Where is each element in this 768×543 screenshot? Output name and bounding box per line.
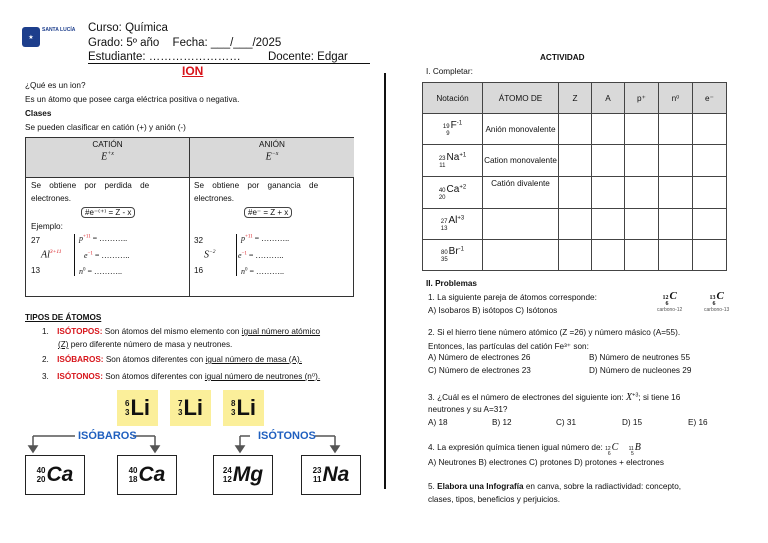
mass-number: 40 [36, 466, 46, 475]
atomo-cell[interactable] [483, 209, 559, 240]
tipo-isobaros [42, 355, 302, 364]
element-symbol: Br [448, 246, 459, 257]
clases-title: Clases [25, 109, 52, 118]
mass-number: 24 [222, 466, 232, 475]
table-row [423, 177, 727, 209]
anion-e-line [238, 251, 283, 260]
atomo-cell: Cation monovalente [483, 145, 559, 177]
isobar-boxes [25, 455, 177, 495]
notation-cell [423, 145, 483, 177]
mass-number: 40 [438, 187, 446, 194]
n-cell[interactable] [659, 209, 693, 240]
element-symbol: Mg [232, 463, 264, 486]
e-symbol: e [238, 251, 242, 260]
mass-number: 19 [442, 124, 450, 130]
carbon-12 [657, 290, 682, 313]
mass-number: 80 [440, 250, 448, 256]
lithium-isotopes [117, 390, 264, 426]
mass-number: 6 [124, 399, 130, 408]
atomic-number: 12 [222, 475, 232, 484]
p-cell[interactable] [625, 145, 659, 177]
cation-symbol [41, 249, 61, 260]
cation-symbol-charge: 3+11 [49, 249, 62, 255]
e-sup: −1 [241, 251, 247, 257]
p-cell[interactable] [625, 177, 659, 209]
cation-p-line [79, 234, 127, 243]
c13-numbers [709, 295, 715, 307]
a-cell[interactable] [592, 177, 625, 209]
col-e: e⁻ [693, 83, 727, 114]
problem-4-options: A) Neutrones B) electrones C) protones D) protones + electrones [428, 458, 664, 467]
isotonos-label: ISÓTONOS [258, 430, 316, 442]
carbon-13 [704, 290, 729, 313]
atomo-cell[interactable] [483, 240, 559, 271]
p-symbol: p [241, 234, 245, 243]
cation-formula-symbol: E [101, 151, 108, 163]
atomic-number: 18 [128, 475, 138, 484]
e-sup: −1 [87, 251, 93, 257]
isotope-box [117, 390, 158, 426]
col-p: p⁺ [625, 83, 659, 114]
cation-title: CATIÓN [92, 140, 123, 149]
tipo-text: Son átomos diferentes con [105, 372, 203, 381]
element-charge: -1 [458, 246, 465, 253]
mass-number: 23 [312, 466, 322, 475]
completion-table [422, 82, 727, 271]
atomic-number: 6 [607, 451, 611, 457]
c12-numbers [662, 295, 668, 307]
tipo-isotopos-line2 [58, 340, 232, 349]
anion-formula [190, 151, 354, 162]
problem-5-question [428, 482, 681, 491]
tipo-text: Son átomos del mismo elemento con [104, 327, 240, 336]
atomic-number: 20 [36, 475, 46, 484]
table-header-row [423, 83, 727, 114]
isotone-box [301, 455, 361, 495]
n-cell[interactable] [659, 240, 693, 271]
anion-desc-text: Se obtiene por ganancia de [194, 181, 319, 190]
tipo-name: ISÓTONOS: [57, 372, 103, 381]
actividad-title: ACTIVIDAD [540, 53, 585, 62]
isotone-box [213, 455, 273, 495]
cation-electron-formula: #e⁻⁽⁺⁾ = Z - x [81, 207, 135, 218]
element-charge: +1 [459, 151, 467, 158]
atomic-number: 9 [446, 131, 450, 137]
problem-3-ion-charge: +3 [632, 392, 639, 399]
table-middle-line [189, 138, 190, 297]
problem-5-text: en canva, sobre la radiactividad: concepto, [525, 482, 682, 491]
element-symbol: C [669, 290, 677, 302]
anion-electron-formula: #e⁻ = Z + x [244, 207, 292, 218]
date-text: Fecha: ___/___/2025 [172, 37, 282, 49]
n-sup: 0 [245, 267, 248, 273]
col-z: Z [559, 83, 592, 114]
anion-atomic-number: 16 [194, 266, 204, 275]
tipo-underline: igual número de masa (A). [205, 355, 302, 364]
tipo-text-2: pero diferente número de masa y neutrones. [70, 340, 233, 349]
cation-e-line [84, 251, 129, 260]
problem-2-question-2: Entonces, las partículas del catión Fe³⁺ son: [428, 342, 589, 351]
problem-2-option-c: C) Número de electrones 23 [428, 366, 531, 375]
isotope-numbers [231, 399, 235, 417]
student-line [88, 51, 370, 64]
anion-symbol-text: S [204, 249, 209, 261]
a-cell[interactable] [592, 145, 625, 177]
anion-symbol-charge: −2 [209, 249, 216, 255]
isobar-box [25, 455, 85, 495]
n-blank: = ……….. [249, 267, 285, 276]
isobar-numbers [129, 466, 138, 484]
problem-3-option-b: B) 12 [492, 418, 512, 427]
problem-5-bold: Elabora una Infografía [437, 482, 524, 491]
student-text: Estudiante: …………………… [88, 51, 241, 63]
n-cell[interactable] [659, 177, 693, 209]
col-notacion: Notación [423, 83, 483, 114]
p-blank: = ……….. [254, 234, 290, 243]
notation-numbers [439, 188, 446, 202]
tipo-num: 3. [42, 372, 49, 381]
p4-b-symbol: B [634, 442, 641, 453]
isotope-numbers [178, 399, 182, 417]
z-cell[interactable] [559, 177, 592, 209]
notation-numbers [441, 250, 448, 264]
column-divider [384, 73, 386, 489]
cation-header [26, 138, 189, 178]
z-cell[interactable] [559, 240, 592, 271]
problem-4-question [428, 442, 641, 457]
cation-desc [31, 181, 183, 190]
element-symbol: Ca [46, 463, 74, 486]
atomic-number: 13 [440, 226, 448, 232]
ejemplo-label: Ejemplo: [31, 222, 63, 231]
atomic-number: 3 [124, 408, 130, 417]
p-cell[interactable] [625, 240, 659, 271]
p4-c-symbol: C [611, 442, 619, 453]
tipo-num: 1. [42, 327, 49, 336]
atomic-number: 6 [665, 301, 669, 307]
tipo-isotopos [42, 327, 320, 336]
p-cell[interactable] [625, 114, 659, 145]
problem-3-option-a: A) 18 [428, 418, 448, 427]
notation-numbers [439, 156, 446, 170]
anion-n-line [241, 267, 284, 276]
problem-5-question-2: clases, tipos, beneficios y perjuicios. [428, 495, 560, 504]
atomic-number: 6 [712, 301, 716, 307]
isotone-numbers [313, 466, 322, 484]
problem-4-text: 4. La expresión química tienen igual número de: [428, 443, 603, 452]
element-symbol: F [450, 120, 457, 131]
problem-3-question [428, 392, 680, 403]
atomo-cell: Anión monovalente [483, 114, 559, 145]
table-row [423, 240, 727, 271]
table-row [423, 114, 727, 145]
school-logo: ★ [22, 27, 40, 47]
problem-1-question: 1. La siguiente pareja de átomos corresponde: [428, 293, 597, 302]
isobar-numbers [37, 466, 46, 484]
atomic-number: 5 [631, 451, 634, 457]
mass-number: 13 [709, 295, 716, 301]
cation-atomic-number: 13 [31, 266, 41, 275]
problem-3-option-d: D) 15 [622, 418, 643, 427]
problem-2-question: 2. Si el hierro tiene número atómico (Z =26) y número másico (A=55). [428, 328, 681, 337]
tipo-num: 2. [42, 355, 49, 364]
anion-formula-symbol: E [265, 151, 272, 163]
problem-1-options: A) Isobaros B) isótopos C) Isótonos [428, 306, 558, 315]
tipo-z: (Z) [58, 340, 69, 349]
grade-text: Grado: 5º año [88, 37, 160, 49]
school-name: SANTA LUCÍA [42, 27, 76, 33]
a-cell[interactable] [592, 209, 625, 240]
table-row [423, 145, 727, 177]
element-symbol: Na [322, 463, 350, 486]
n-symbol: n [241, 267, 245, 276]
classification-table [25, 137, 354, 297]
mass-number: 7 [177, 399, 183, 408]
c12-label: carbono-12 [657, 307, 683, 313]
anion-header [190, 138, 354, 178]
isobar-box [117, 455, 177, 495]
mass-number: 11 [628, 446, 634, 452]
isobaros-label: ISÓBAROS [78, 430, 137, 442]
a-cell[interactable] [592, 240, 625, 271]
n-cell[interactable] [659, 145, 693, 177]
notation-cell [423, 240, 483, 271]
isotone-boxes [213, 455, 361, 495]
tipo-underline: igual número atómico [241, 327, 321, 336]
table-row [423, 209, 727, 240]
isotope-numbers [125, 399, 129, 417]
e-cell[interactable] [693, 177, 727, 209]
problem-2-option-b: B) Número de neutrones 55 [589, 353, 691, 362]
element-charge: +2 [459, 183, 467, 190]
atomic-number: 35 [440, 257, 448, 263]
tipo-name: ISÓTOPOS: [57, 327, 103, 336]
problem-2-option-d: D) Número de nucleones 29 [589, 366, 692, 375]
cation-desc-2: electrones. [31, 194, 72, 203]
problem-3-option-c: C) 31 [556, 418, 577, 427]
mass-number: 27 [440, 219, 448, 225]
a-cell[interactable] [592, 114, 625, 145]
element-symbol: Li [183, 395, 203, 420]
notation-numbers [441, 219, 448, 233]
tipo-underline: igual número de neutrones (n⁰). [204, 372, 321, 381]
answer-ion: Es un átomo que posee carga eléctrica positiva o negativa. [25, 95, 240, 104]
isotope-box [170, 390, 211, 426]
tipo-name: ISÓBAROS: [57, 355, 104, 364]
atomic-number: 3 [177, 408, 183, 417]
cation-formula-sup: +x [107, 151, 114, 157]
notation-cell [423, 114, 483, 145]
anion-p-line [241, 234, 289, 243]
e-symbol: e [84, 251, 88, 260]
c13-label: carbono-13 [704, 307, 730, 313]
element-symbol: Na [446, 151, 460, 163]
cation-n-line [79, 267, 122, 276]
anion-mass-number: 32 [194, 236, 204, 245]
col-n: n⁰ [659, 83, 693, 114]
problem-3-option-e: E) 16 [688, 418, 708, 427]
mass-number: 23 [438, 155, 446, 162]
e-cell[interactable] [693, 240, 727, 271]
tipos-title: TIPOS DE ÁTOMOS [25, 313, 102, 322]
isotope-box [223, 390, 264, 426]
element-charge: +3 [457, 215, 465, 222]
problem-3-text: 3. ¿Cuál es el número de electrones del siguiente ion: [428, 393, 624, 402]
z-cell[interactable] [559, 145, 592, 177]
atomic-number: 20 [438, 194, 446, 201]
z-cell[interactable] [559, 114, 592, 145]
p-blank: = ……….. [92, 234, 128, 243]
tipo-isotonos [42, 371, 320, 381]
notation-cell [423, 177, 483, 209]
e-cell[interactable] [693, 209, 727, 240]
atomo-cell: Catión divalente [483, 177, 559, 209]
n-symbol: n [79, 267, 83, 276]
p-sup: +11 [245, 234, 253, 240]
element-symbol: Li [236, 395, 256, 420]
element-symbol: C [716, 290, 724, 302]
z-cell[interactable] [559, 209, 592, 240]
problem-5-num: 5. [428, 482, 438, 491]
anion-symbol [204, 249, 215, 260]
mass-number: 12 [605, 446, 611, 452]
n-blank: = ……….. [87, 267, 123, 276]
clases-text: Se pueden clasificar en catión (+) y anión (-) [25, 123, 186, 132]
element-charge: -1 [456, 120, 463, 127]
cation-desc-text: Se obtiene por perdida de [31, 181, 150, 190]
element-symbol: Li [130, 395, 150, 420]
element-symbol: Ca [446, 183, 460, 195]
col-atomo: ÁTOMO DE [483, 83, 559, 114]
p4-c-numbers [605, 447, 611, 457]
n-cell[interactable] [659, 114, 693, 145]
cation-mass-number: 27 [31, 236, 41, 245]
p4-b-numbers [629, 447, 634, 457]
mass-number: 40 [128, 466, 138, 475]
teacher-text: Docente: Edgar [267, 51, 348, 63]
mass-number: 8 [230, 399, 236, 408]
col-a: A [592, 83, 625, 114]
e-blank: = ……….. [248, 251, 284, 260]
anion-title: ANIÓN [259, 140, 285, 149]
problem-2-option-a: A) Número de electrones 26 [428, 353, 531, 362]
cation-bracket [74, 234, 78, 276]
problem-3-question-2: neutrones y su A=31? [428, 405, 508, 414]
p-cell[interactable] [625, 209, 659, 240]
p-symbol: p [79, 234, 83, 243]
e-cell[interactable] [693, 114, 727, 145]
n-sup: 0 [83, 267, 86, 273]
anion-formula-sup: −x [271, 151, 279, 157]
mass-number: 12 [662, 295, 669, 301]
anion-desc-2: electrones. [194, 194, 235, 203]
grade-label [88, 37, 281, 49]
cation-formula [26, 151, 189, 162]
problem-3-ion: X [626, 392, 633, 403]
atomic-number: 3 [230, 408, 236, 417]
e-blank: = ……….. [94, 251, 130, 260]
notation-numbers [443, 124, 450, 138]
page-title: ION [182, 64, 204, 78]
completar-label: I. Completar: [426, 67, 473, 76]
isotone-numbers [223, 466, 232, 484]
question-ion: ¿Qué es un ion? [25, 81, 86, 90]
atomic-number: 11 [313, 475, 322, 484]
notation-cell [423, 209, 483, 240]
cation-symbol-text: Al [41, 249, 50, 261]
atomic-number: 11 [439, 162, 446, 169]
tipo-text: Son átomos diferentes con [105, 355, 204, 364]
problem-3-text-b: ; si tiene 16 [638, 393, 681, 402]
e-cell[interactable] [693, 145, 727, 177]
problemas-title: II. Problemas [426, 279, 477, 288]
anion-desc [194, 181, 346, 190]
p-sup: +11 [83, 234, 91, 240]
element-symbol: Al [448, 215, 458, 226]
element-symbol: Ca [138, 463, 166, 486]
course-label: Curso: Química [88, 22, 168, 34]
